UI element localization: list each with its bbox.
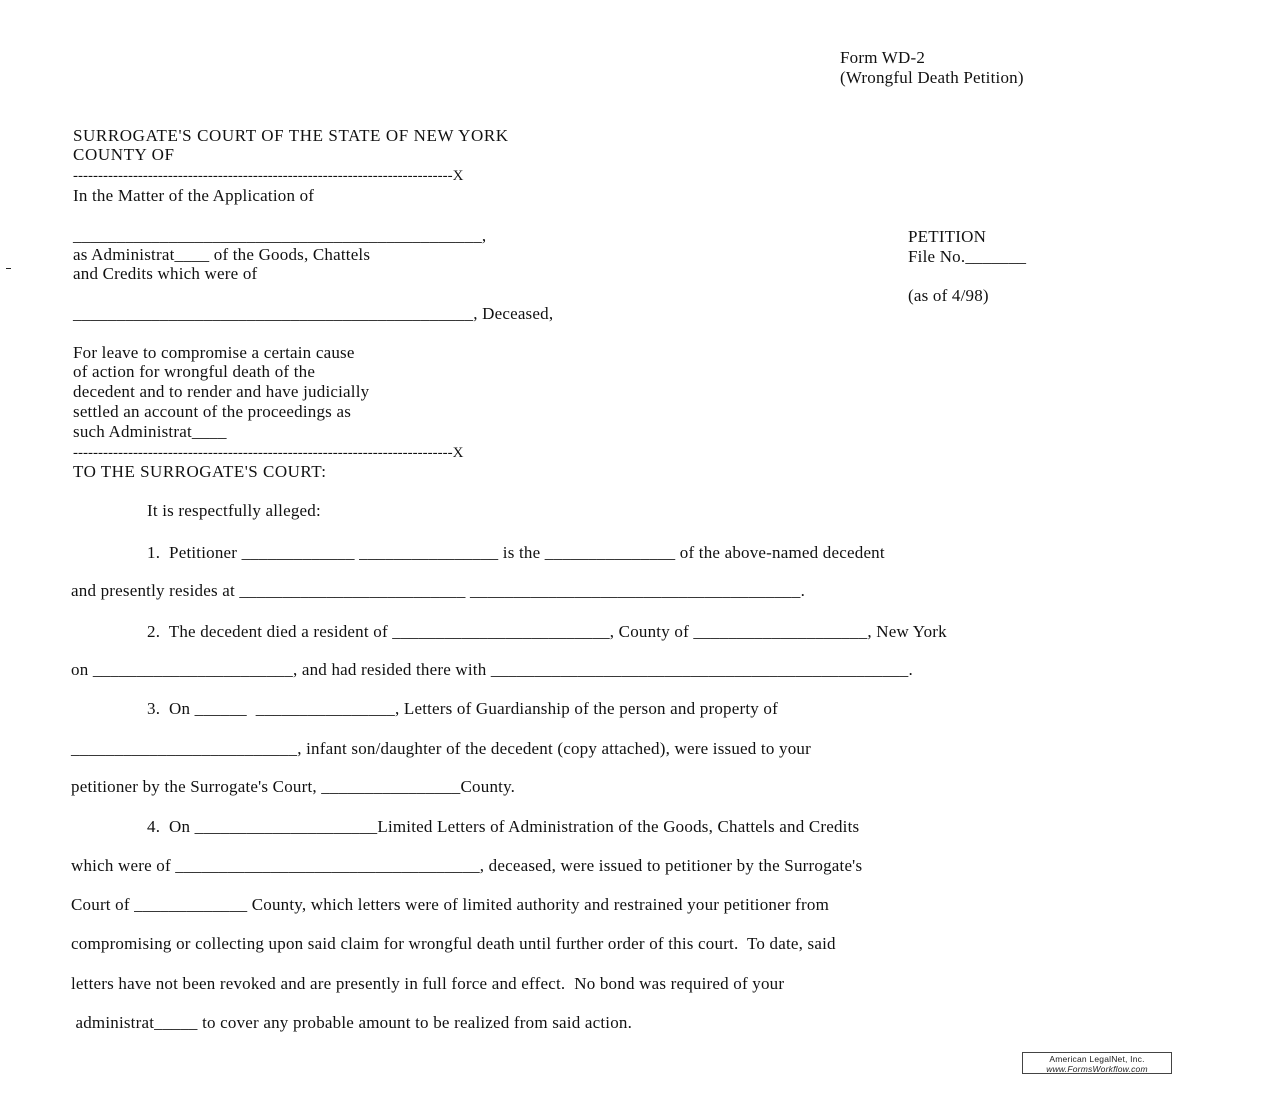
paragraph-4-line: which were of ___________________________________, deceased, were issued to petitioner by the Surrogate's — [71, 856, 863, 875]
paragraph-3-line: 3. On ______ ________________, Letters of Guardianship of the person and property of — [147, 699, 778, 718]
paragraph-4-line: 4. On _____________________Limited Letters of Administration of the Goods, Chattels and Credits — [147, 817, 860, 836]
paragraph-4-line: letters have not been revoked and are presently in full force and effect. No bond was required of your — [71, 974, 785, 993]
paragraph-2-line: on _______________________, and had resided there with ________________________________________________. — [71, 660, 913, 679]
county-label: COUNTY OF — [73, 145, 175, 164]
purpose-line: For leave to compromise a certain cause — [73, 343, 355, 362]
file-number: File No._______ — [908, 247, 1027, 266]
purpose-line: settled an account of the proceedings as — [73, 402, 352, 421]
court-name: SURROGATE'S COURT OF THE STATE OF NEW YORK — [73, 126, 509, 145]
publisher-logo — [1022, 1052, 1172, 1074]
petition-title: PETITION — [908, 227, 987, 246]
publisher-name: American LegalNet, Inc. — [1049, 1054, 1145, 1064]
form-id: Form WD-2 — [840, 48, 926, 67]
publisher-website: www.FormsWorkflow.com — [1046, 1064, 1148, 1074]
form-subtitle: (Wrongful Death Petition) — [840, 68, 1024, 87]
paragraph-2-line: 2. The decedent died a resident of _________________________, County of ____________________, New York — [147, 622, 947, 641]
paragraph-3-line: petitioner by the Surrogate's Court, ________________County. — [71, 777, 516, 796]
purpose-line: decedent and to render and have judicially — [73, 382, 370, 401]
administrator-line-1: as Administrat____ of the Goods, Chattels — [73, 245, 371, 264]
caption-separator-bottom: ----------------------------------------------------------------------------X — [73, 445, 464, 461]
applicant-name-blank: _______________________________________________, — [73, 226, 487, 245]
paragraph-4-line: Court of _____________ County, which letters were of limited authority and restrained your petitioner from — [71, 895, 830, 914]
paragraph-4-line: compromising or collecting upon said claim for wrongful death until further order of this court. To date, said — [71, 934, 836, 953]
paragraph-4-line: administrat_____ to cover any probable amount to be realized from said action. — [71, 1013, 633, 1032]
purpose-line: of action for wrongful death of the — [73, 362, 316, 381]
paragraph-1-line: 1. Petitioner _____________ ________________ is the _______________ of the above-named decedent — [147, 543, 885, 562]
scan-mark — [6, 268, 11, 269]
paragraph-1-line: and presently resides at __________________________ ______________________________________. — [71, 581, 806, 600]
caption-separator-top: ----------------------------------------------------------------------------X — [73, 168, 464, 184]
purpose-line: such Administrat____ — [73, 422, 227, 441]
addressee: TO THE SURROGATE'S COURT: — [73, 462, 327, 481]
intro-line: It is respectfully alleged: — [147, 501, 321, 520]
paragraph-3-line: __________________________, infant son/daughter of the decedent (copy attached), were issued to your — [71, 739, 811, 758]
deceased-line: ______________________________________________, Deceased, — [73, 304, 554, 323]
revision-date: (as of 4/98) — [908, 286, 989, 305]
matter-line: In the Matter of the Application of — [73, 186, 315, 205]
administrator-line-2: and Credits which were of — [73, 264, 258, 283]
